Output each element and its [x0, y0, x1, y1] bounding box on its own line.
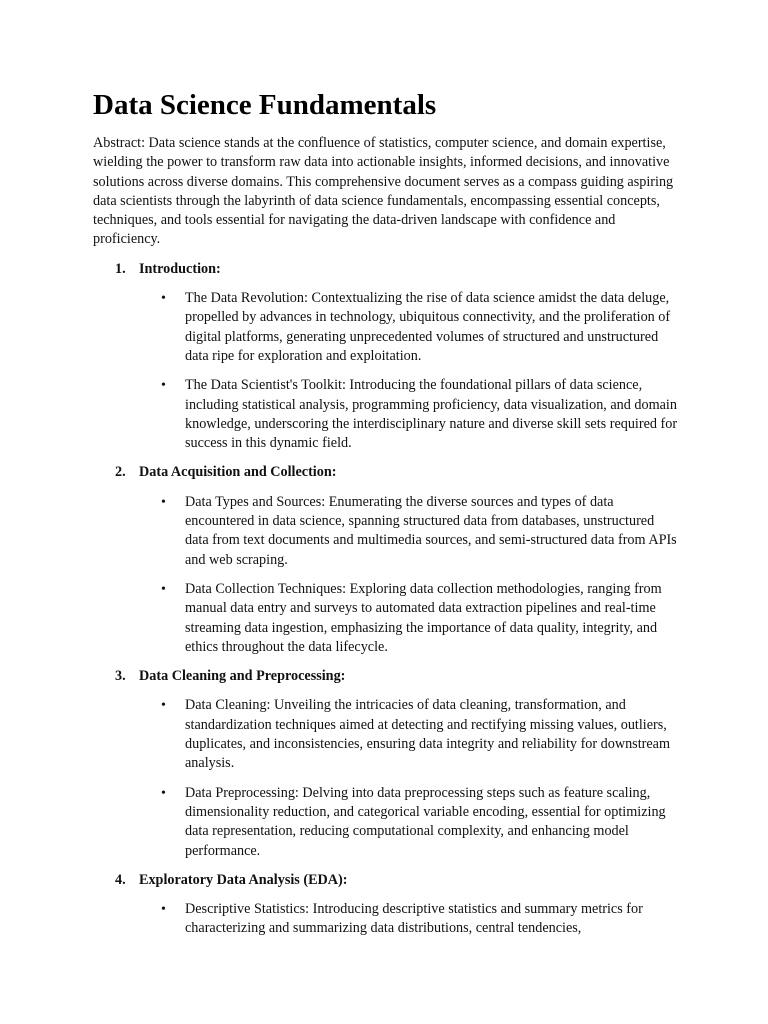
list-item: • The Data Revolution: Contextualizing the rise of data science amidst the data deluge, propelled by advances in technology, ubiquitous connectivity, and the proliferation of digital platforms, generating unprecedented volumes of structured and unstructured data ripe for exploration and exploitation. — [139, 289, 678, 366]
section-number: 1. — [115, 260, 126, 277]
section-number: 3. — [115, 668, 126, 685]
list-item: • Descriptive Statistics: Introducing descriptive statistics and summary metrics for characterizing and summarizing data distributions, central tendencies, — [139, 900, 678, 939]
section-eda — [93, 871, 678, 939]
section-number: 2. — [115, 464, 126, 481]
section-heading: Exploratory Data Analysis (EDA): — [139, 871, 348, 888]
document-page — [93, 86, 678, 949]
section-heading: Introduction: — [139, 260, 221, 277]
abstract-paragraph: Abstract: Data science stands at the confluence of statistics, computer science, and domain expertise, wielding the power to transform raw data into actionable insights, informed decisions, and innovative solutions across diverse domains. This comprehensive document serves as a compass guiding aspiring data scientists through the labyrinth of data science fundamentals, encompassing essential concepts, techniques, and tools essential for navigating the data-driven landscape with confidence and proficiency. — [93, 135, 674, 248]
list-item: • Data Cleaning: Unveiling the intricacies of data cleaning, transformation, and standardization techniques aimed at detecting and rectifying missing values, outliers, duplicates, and inconsistencies, ensuring data integrity and reliability for downstream analysis. — [139, 696, 678, 773]
section-number: 4. — [115, 871, 126, 888]
bullet-list — [139, 289, 678, 453]
section-data-acquisition — [93, 463, 678, 657]
list-item: • Data Preprocessing: Delving into data preprocessing steps such as feature scaling, dimensionality reduction, and categorical variable encoding, essential for optimizing data representation, reducing computational complexity, and enhancing model performance. — [139, 784, 678, 861]
section-list — [93, 260, 678, 939]
list-item: • The Data Scientist's Toolkit: Introducing the foundational pillars of data science, including statistical analysis, programming proficiency, data visualization, and domain knowledge, underscoring the interdisciplinary nature and diverse skill sets required for success in this dynamic field. — [139, 376, 678, 453]
section-heading: Data Cleaning and Preprocessing: — [139, 668, 346, 685]
section-introduction — [93, 260, 678, 454]
document-title: Data Science Fundamentals — [93, 89, 437, 121]
bullet-list — [139, 493, 678, 657]
bullet-list — [139, 900, 678, 939]
list-item: • Data Types and Sources: Enumerating the diverse sources and types of data encountered in data science, spanning structured data from databases, unstructured data from text documents and multimedia sources, and semi-structured data from APIs and web scraping. — [139, 493, 678, 570]
section-data-cleaning — [93, 667, 678, 861]
list-item: • Data Collection Techniques: Exploring data collection methodologies, ranging from manual data entry and surveys to automated data extraction pipelines and real-time streaming data ingestion, emphasizing the importance of data quality, integrity, and ethics throughout the data lifecycle. — [139, 580, 678, 657]
section-heading: Data Acquisition and Collection: — [139, 464, 337, 481]
bullet-list — [139, 696, 678, 860]
